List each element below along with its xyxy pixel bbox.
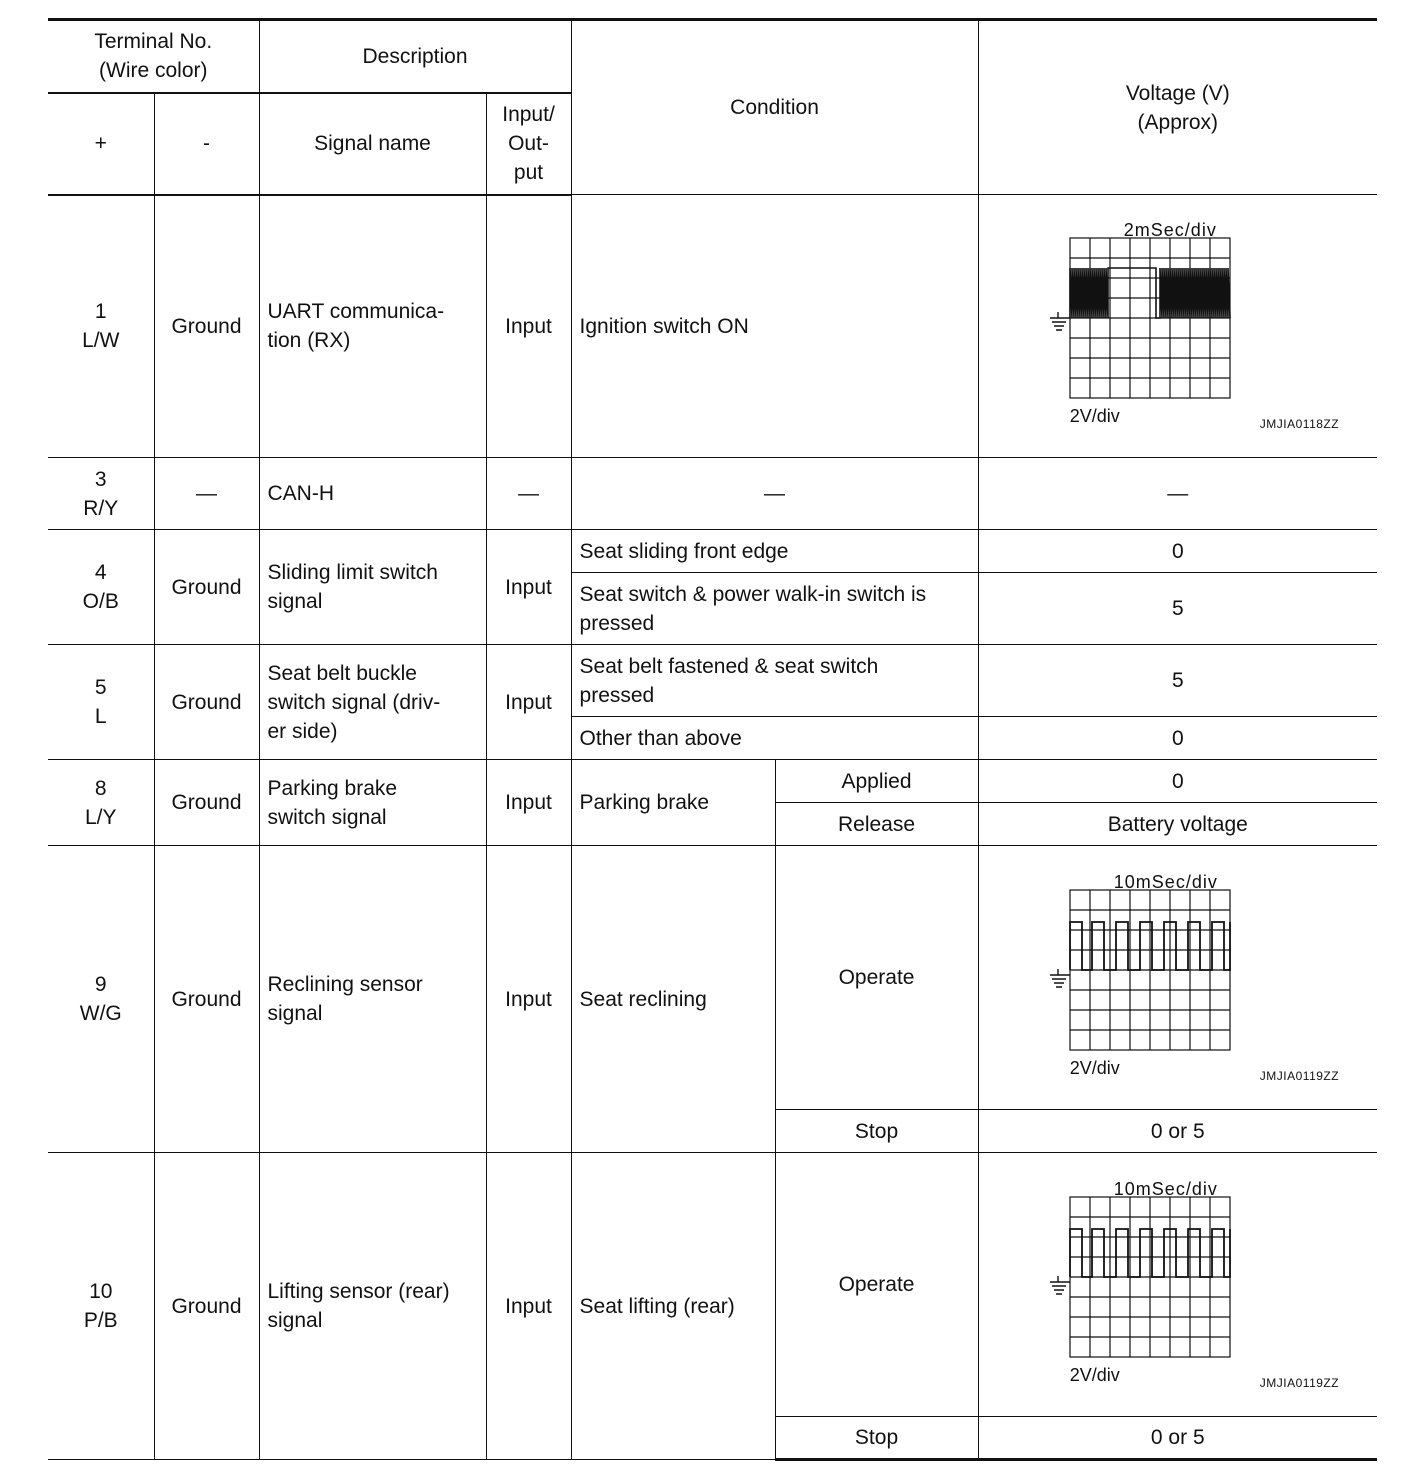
condition-cell: — bbox=[571, 458, 978, 530]
oscilloscope-waveform-lifting bbox=[988, 1175, 1368, 1395]
signal-name-cell: CAN-H bbox=[259, 458, 486, 530]
voltage-cell: 0 or 5 bbox=[978, 1110, 1377, 1153]
voltage-cell: 0 bbox=[978, 530, 1377, 573]
voltage-cell: 0 or 5 bbox=[978, 1417, 1377, 1460]
figure-code: JMJIA0119ZZ bbox=[1259, 1068, 1340, 1083]
terminal-cell: 4 O/B bbox=[48, 530, 154, 645]
terminal-spec-table bbox=[48, 18, 1377, 1461]
condition-cell: Parking brake bbox=[571, 760, 775, 846]
state-cell: Release bbox=[775, 803, 978, 846]
voltage-cell: 5 bbox=[978, 573, 1377, 645]
oscilloscope-waveform-uart bbox=[988, 216, 1368, 436]
condition-cell: Other than above bbox=[571, 717, 978, 760]
figure-code: JMJIA0118ZZ bbox=[1259, 417, 1340, 431]
state-cell: Stop bbox=[775, 1417, 978, 1460]
table-row bbox=[48, 846, 1377, 1110]
terminal-cell: 5 L bbox=[48, 645, 154, 760]
ground-cell: Ground bbox=[154, 645, 259, 760]
table-row bbox=[48, 530, 1377, 573]
ground-symbol-icon bbox=[1050, 1276, 1070, 1294]
terminal-cell: 3 R/Y bbox=[48, 458, 154, 530]
oscilloscope-graph bbox=[988, 1175, 1368, 1395]
terminal-cell: 1 L/W bbox=[48, 195, 154, 458]
time-division-label: 2mSec/div bbox=[1123, 220, 1217, 240]
table-row bbox=[48, 760, 1377, 803]
table-row bbox=[48, 645, 1377, 717]
terminal-cell: 9 W/G bbox=[48, 846, 154, 1153]
condition-cell: Seat reclining bbox=[571, 846, 775, 1153]
volt-division-label: 2V/div bbox=[1069, 1364, 1120, 1385]
ground-cell: Ground bbox=[154, 1153, 259, 1460]
header-plus: + bbox=[48, 93, 154, 195]
io-cell: Input bbox=[486, 760, 571, 846]
io-cell: Input bbox=[486, 195, 571, 458]
time-division-label: 10mSec/div bbox=[1113, 1178, 1218, 1199]
header-row-1 bbox=[48, 20, 1377, 93]
voltage-cell: — bbox=[978, 458, 1377, 530]
condition-cell: Seat lifting (rear) bbox=[571, 1153, 775, 1460]
voltage-waveform-cell bbox=[978, 195, 1377, 458]
oscilloscope-waveform-reclining bbox=[988, 868, 1368, 1088]
header-description: Description bbox=[259, 20, 571, 93]
time-division-label: 10mSec/div bbox=[1113, 871, 1218, 892]
ground-cell: — bbox=[154, 458, 259, 530]
header-signal-name: Signal name bbox=[259, 93, 486, 195]
state-cell: Operate bbox=[775, 1153, 978, 1417]
oscilloscope-graph bbox=[988, 868, 1368, 1088]
voltage-waveform-cell bbox=[978, 846, 1377, 1110]
condition-cell: Ignition switch ON bbox=[571, 195, 978, 458]
signal-name-cell: Lifting sensor (rear) signal bbox=[259, 1153, 486, 1460]
io-cell: Input bbox=[486, 846, 571, 1153]
signal-name-cell: Parking brake switch signal bbox=[259, 760, 486, 846]
state-cell: Operate bbox=[775, 846, 978, 1110]
table-row bbox=[48, 1153, 1377, 1417]
io-cell: Input bbox=[486, 1153, 571, 1460]
ground-symbol-icon bbox=[1050, 969, 1070, 987]
header-condition: Condition bbox=[571, 20, 978, 195]
voltage-cell: 0 bbox=[978, 717, 1377, 760]
state-cell: Stop bbox=[775, 1110, 978, 1153]
state-cell: Applied bbox=[775, 760, 978, 803]
condition-cell: Seat sliding front edge bbox=[571, 530, 978, 573]
voltage-waveform-cell bbox=[978, 1153, 1377, 1417]
voltage-cell: 5 bbox=[978, 645, 1377, 717]
signal-name-cell: Seat belt buckle switch signal (driv- er side) bbox=[259, 645, 486, 760]
header-terminal-no: Terminal No. (Wire color) bbox=[48, 20, 259, 93]
signal-name-cell: Sliding limit switch signal bbox=[259, 530, 486, 645]
signal-name-cell: Reclining sensor signal bbox=[259, 846, 486, 1153]
ground-cell: Ground bbox=[154, 760, 259, 846]
io-cell: Input bbox=[486, 530, 571, 645]
ground-cell: Ground bbox=[154, 846, 259, 1153]
volt-division-label: 2V/div bbox=[1069, 1057, 1120, 1078]
volt-division-label: 2V/div bbox=[1069, 406, 1120, 426]
terminal-cell: 8 L/Y bbox=[48, 760, 154, 846]
signal-name-cell: UART communica- tion (RX) bbox=[259, 195, 486, 458]
io-cell: Input bbox=[486, 645, 571, 760]
figure-code: JMJIA0119ZZ bbox=[1259, 1375, 1340, 1390]
ground-cell: Ground bbox=[154, 195, 259, 458]
voltage-cell: Battery voltage bbox=[978, 803, 1377, 846]
header-input-output: Input/ Out- put bbox=[486, 93, 571, 195]
ground-symbol-icon bbox=[1050, 312, 1070, 330]
terminal-cell: 10 P/B bbox=[48, 1153, 154, 1460]
header-voltage: Voltage (V) (Approx) bbox=[978, 20, 1377, 195]
oscilloscope-graph bbox=[988, 216, 1368, 436]
io-cell: — bbox=[486, 458, 571, 530]
voltage-cell: 0 bbox=[978, 760, 1377, 803]
table-row bbox=[48, 195, 1377, 458]
table-row bbox=[48, 458, 1377, 530]
condition-cell: Seat switch & power walk-in switch is pressed bbox=[571, 573, 978, 645]
condition-cell: Seat belt fastened & seat switch pressed bbox=[571, 645, 978, 717]
ground-cell: Ground bbox=[154, 530, 259, 645]
header-minus: - bbox=[154, 93, 259, 195]
